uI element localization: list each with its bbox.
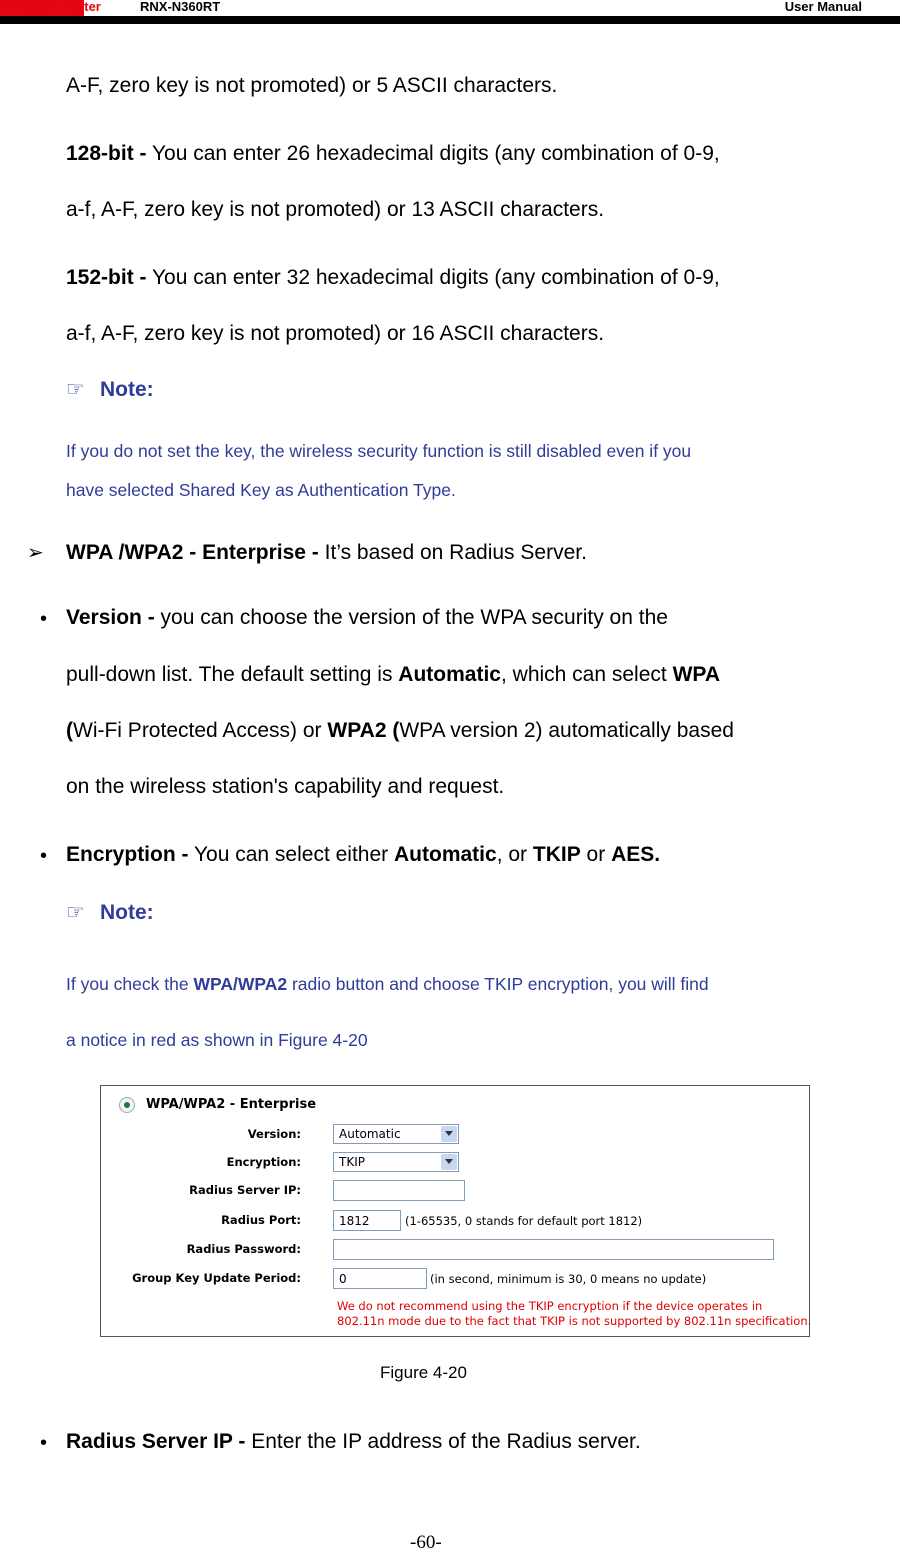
radius-port-hint: (1-65535, 0 stands for default port 1812) xyxy=(405,1214,643,1228)
radius-server-ip-input[interactable] xyxy=(333,1180,465,1201)
bullet-icon: • xyxy=(40,1432,48,1454)
version-label: Version: xyxy=(247,1127,301,1141)
group-key-update-hint: (in second, minimum is 30, 0 means no update) xyxy=(430,1272,707,1286)
figure-caption: Figure 4-20 xyxy=(380,1363,467,1382)
header-rule xyxy=(0,16,900,24)
note-text: If you check the WPA/WPA2 radio button and choose TKIP encryption, you will find xyxy=(66,974,709,994)
chevron-down-icon xyxy=(441,1154,457,1170)
pointing-hand-icon: ☞ xyxy=(66,378,85,401)
encryption-select[interactable]: TKIP xyxy=(333,1152,459,1172)
note-text: If you do not set the key, the wireless security function is still disabled even if you xyxy=(66,441,692,461)
note-text: have selected Shared Key as Authentication Type. xyxy=(66,480,456,500)
wpa-enterprise-radio[interactable] xyxy=(119,1097,135,1113)
figure-panel-title: WPA/WPA2 - Enterprise xyxy=(146,1097,317,1112)
radius-server-ip-label: Radius Server IP: xyxy=(189,1183,301,1197)
radius-port-input[interactable]: 1812 xyxy=(333,1210,401,1231)
encryption-line: Encryption - You can select either Automatic, or TKIP or AES. xyxy=(66,843,661,866)
chevron-down-icon xyxy=(441,1126,457,1142)
pointing-hand-icon: ☞ xyxy=(66,901,85,924)
radius-ip-line: Radius Server IP - Enter the IP address of the Radius server. xyxy=(66,1430,641,1453)
encryption-label: Encryption: xyxy=(226,1155,301,1169)
version-line: on the wireless station's capability and request. xyxy=(66,775,505,798)
note-text: a notice in red as shown in Figure 4-20 xyxy=(66,1030,368,1050)
arrow-bullet-icon: ➢ xyxy=(27,542,44,564)
version-line: Version - you can choose the version of the WPA security on the xyxy=(66,606,668,629)
term-128-bit: 128-bit - xyxy=(66,142,147,165)
paragraph-line: a-f, A-F, zero key is not promoted) or 13 ASCII characters. xyxy=(66,198,605,221)
header-doc-title: User Manual xyxy=(784,0,862,14)
bullet-icon: • xyxy=(40,608,48,630)
version-line: (Wi-Fi Protected Access) or WPA2 (WPA version 2) automatically based xyxy=(66,719,734,742)
bullet-icon: • xyxy=(40,845,48,867)
header-brand: Wireless Router xyxy=(2,0,101,14)
group-key-update-label: Group Key Update Period: xyxy=(132,1271,301,1285)
note-heading: ☞ Note: xyxy=(66,378,154,401)
version-select[interactable]: Automatic xyxy=(333,1124,459,1144)
paragraph-line: A-F, zero key is not promoted) or 5 ASCII characters. xyxy=(66,74,558,97)
tkip-warning-line: We do not recommend using the TKIP encryption if the device operates in xyxy=(337,1299,763,1313)
page-number: -60- xyxy=(410,1532,442,1553)
paragraph-line: 152-bit - You can enter 32 hexadecimal digits (any combination of 0-9, xyxy=(66,266,720,289)
radius-port-label: Radius Port: xyxy=(221,1213,301,1227)
paragraph-line: a-f, A-F, zero key is not promoted) or 16 ASCII characters. xyxy=(66,322,605,345)
note-heading: ☞ Note: xyxy=(66,901,154,924)
radius-password-label: Radius Password: xyxy=(186,1242,301,1256)
header-model: RNX-N360RT xyxy=(140,0,221,14)
term-152-bit: 152-bit - xyxy=(66,266,147,289)
figure-wpa-enterprise-screenshot xyxy=(100,1085,810,1337)
radius-password-input[interactable] xyxy=(333,1239,774,1260)
paragraph-line: 128-bit - You can enter 26 hexadecimal digits (any combination of 0-9, xyxy=(66,142,720,165)
version-line: pull-down list. The default setting is Automatic, which can select WPA xyxy=(66,663,721,686)
section-heading: WPA /WPA2 - Enterprise - It’s based on Radius Server. xyxy=(66,541,587,564)
group-key-update-input[interactable]: 0 xyxy=(333,1268,427,1289)
tkip-warning-line: 802.11n mode due to the fact that TKIP is not supported by 802.11n specification. xyxy=(337,1314,812,1328)
